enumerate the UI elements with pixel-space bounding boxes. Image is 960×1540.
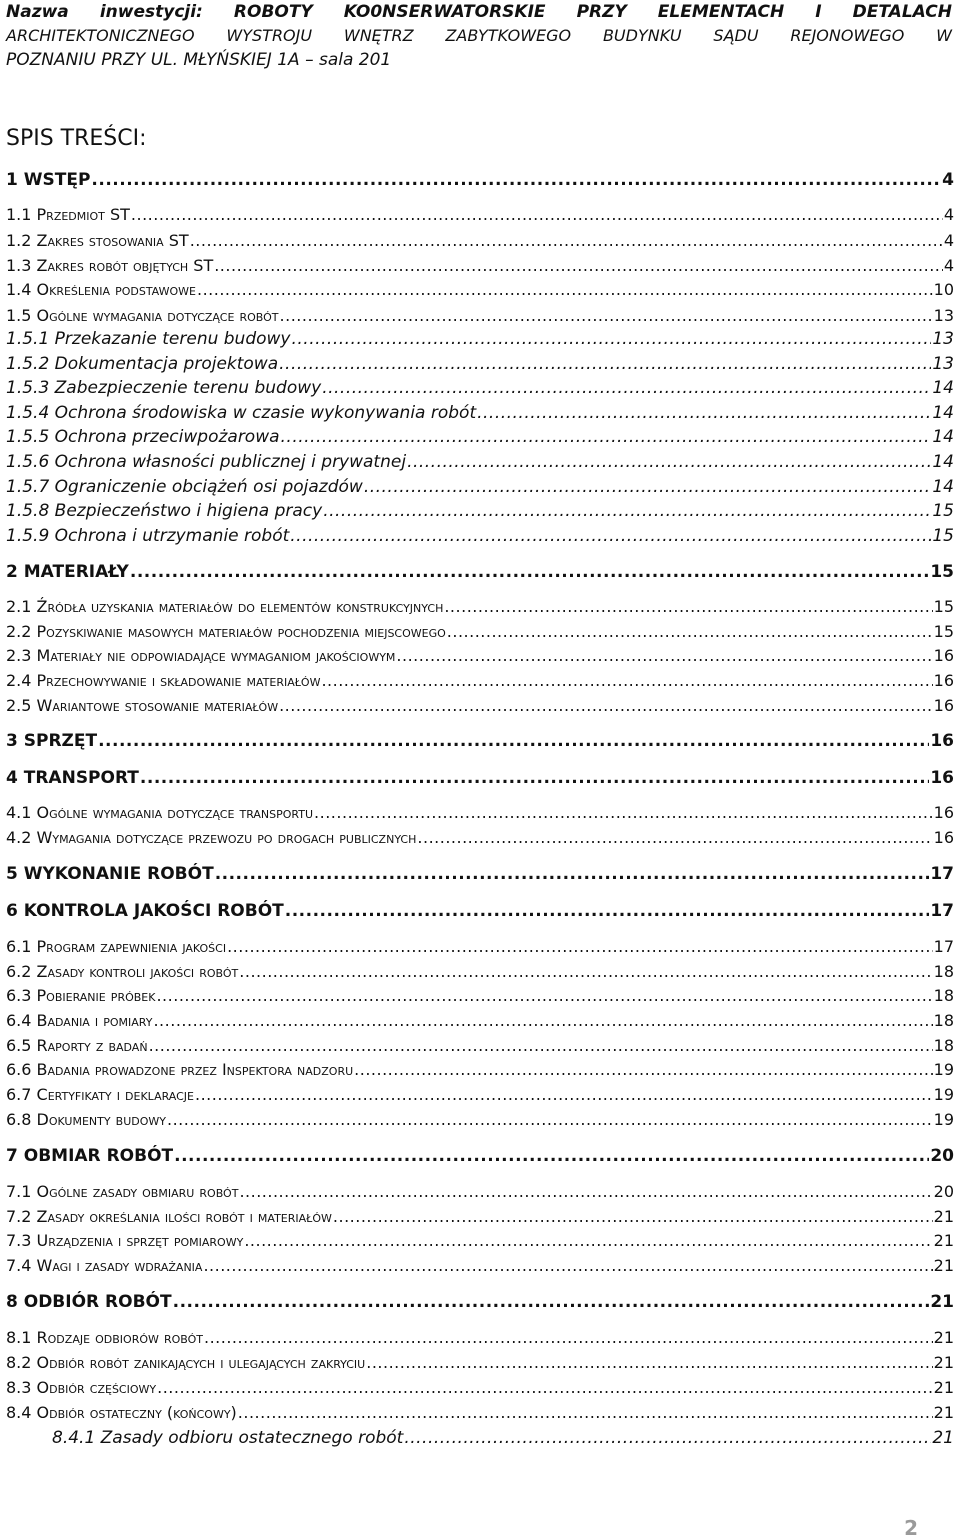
toc-entry-title: 1.5.4 Ochrona środowiska w czasie wykonywania robót: [6, 403, 477, 423]
toc-entry-page: 16: [930, 731, 954, 751]
toc-leader-dots: [447, 622, 933, 641]
toc-entry-title: 6.5 Raporty z badań: [6, 1036, 148, 1055]
toc-entry-title: 1.1 Przedmiot ST: [6, 205, 130, 224]
toc-leader-dots: [214, 256, 943, 275]
toc-leader-dots: [140, 768, 929, 788]
toc-leader-dots: [417, 828, 932, 847]
toc-entry-page: 4: [943, 205, 954, 224]
toc-leader-dots: [167, 1110, 933, 1129]
toc-entry-title: 6.8 Dokumenty budowy: [6, 1110, 166, 1129]
toc-entry-page: 21: [933, 1378, 954, 1397]
toc-leader-dots: [281, 427, 932, 447]
toc-leader-dots: [366, 1353, 932, 1372]
toc-entry-page: 21: [933, 1256, 954, 1275]
toc-leader-dots: [131, 205, 943, 224]
toc-leader-dots: [190, 231, 943, 250]
toc-entry-page: 4: [943, 231, 954, 250]
toc-entry-title: 1.2 Zakres stosowania ST: [6, 231, 189, 250]
toc-entry[interactable]: [6, 901, 954, 921]
toc-entry-title: 7.1 Ogólne zasady obmiaru robót: [6, 1182, 239, 1201]
toc-leader-dots: [173, 1292, 930, 1312]
toc-entry[interactable]: [6, 562, 954, 582]
toc-entry-page: 21: [932, 1428, 954, 1448]
toc-entry-page: 21: [933, 1328, 954, 1347]
toc-entry[interactable]: [6, 280, 954, 299]
toc-entry-page: 4: [943, 256, 954, 275]
toc-entry-title: 7 OBMIAR ROBÓT: [6, 1146, 174, 1166]
header-line-1: Nazwa inwestycji: ROBOTY KO0NSERWATORSKIE PRZY ELEMENTACH I DETALACH: [6, 2, 952, 22]
toc-leader-dots: [98, 731, 929, 751]
toc-entry-title: 7.2 Zasady określania ilości robót i materiałów: [6, 1207, 332, 1226]
toc-leader-dots: [444, 597, 932, 616]
toc-entry[interactable]: [6, 427, 954, 447]
toc-entry[interactable]: [6, 864, 954, 884]
toc-entry[interactable]: [6, 170, 954, 190]
toc-entry[interactable]: [6, 1060, 954, 1079]
header-line-2: ARCHITEKTONICZNEGO WYSTROJU WNĘTRZ ZABYTKOWEGO BUDYNKU SĄDU REJONOWEGO W: [6, 26, 952, 45]
toc-entry-title: 1.3 Zakres robót objętych ST: [6, 256, 214, 275]
toc-entry[interactable]: [6, 986, 954, 1005]
toc-leader-dots: [227, 937, 933, 956]
toc-leader-dots: [333, 1207, 933, 1226]
toc-entry[interactable]: [6, 1292, 954, 1312]
toc-entry-title: 6.1 Program zapewnienia jakości: [6, 937, 227, 956]
toc-entry-title: 4 TRANSPORT: [6, 768, 139, 788]
toc-leader-dots: [323, 501, 931, 521]
toc-leader-dots: [203, 1256, 932, 1275]
toc-entry[interactable]: [6, 1328, 954, 1347]
toc-entry-title: 1 WSTĘP: [6, 170, 91, 190]
toc-leader-dots: [174, 1146, 929, 1166]
toc-entry-page: 20: [933, 1182, 954, 1201]
toc-entry-title: 8.4 Odbiór ostateczny (końcowy): [6, 1403, 237, 1422]
toc-entry-page: 15: [933, 597, 954, 616]
toc-entry[interactable]: [6, 526, 954, 546]
toc-entry[interactable]: [6, 646, 954, 665]
toc-entry[interactable]: [6, 256, 954, 275]
toc-entry-page: 16: [933, 803, 954, 822]
toc-entry-title: 6.2 Zasady kontroli jakości robót: [6, 962, 239, 981]
toc-leader-dots: [290, 526, 931, 546]
toc-leader-dots: [279, 696, 933, 715]
toc-entry-page: 21: [933, 1353, 954, 1372]
toc-entry-title: 1.5.5 Ochrona przeciwpożarowa: [6, 427, 280, 447]
toc-entry[interactable]: [6, 937, 954, 956]
toc-entry[interactable]: [6, 1036, 954, 1055]
toc-entry[interactable]: [6, 329, 954, 349]
toc-leader-dots: [204, 1328, 933, 1347]
toc-entry-page: 16: [933, 696, 954, 715]
toc-entry-page: 14: [932, 403, 954, 423]
toc-entry-title: 4.2 Wymagania dotyczące przewozu po drogach publicznych: [6, 828, 417, 847]
toc-entry[interactable]: [6, 1182, 954, 1201]
toc-entry[interactable]: [6, 231, 954, 250]
toc-entry[interactable]: [6, 828, 954, 847]
toc-entry[interactable]: [6, 1110, 954, 1129]
toc-leader-dots: [244, 1231, 932, 1250]
toc-entry-title: 2.5 Wariantowe stosowanie materiałów: [6, 696, 279, 715]
toc-entry-page: 10: [933, 280, 954, 299]
header-line-3: POZNANIU PRZY UL. MŁYŃSKIEJ 1A – sala 201: [6, 50, 392, 70]
toc-entry-title: 8.2 Odbiór robót zanikających i ulegających zakryciu: [6, 1353, 366, 1372]
toc-entry-title: 1.5.6 Ochrona własności publicznej i prywatnej: [6, 452, 407, 472]
toc-entry[interactable]: [6, 354, 954, 374]
toc-entry-title: 2.1 Źródła uzyskania materiałów do elementów konstrukcyjnych: [6, 597, 444, 616]
toc-entry-title: 2 MATERIAŁY: [6, 562, 129, 582]
toc-entry-title: 1.5.9 Ochrona i utrzymanie robót: [6, 526, 290, 546]
toc-entry-page: 20: [930, 1146, 954, 1166]
toc-entry-title: 2.3 Materiały nie odpowiadające wymaganiom jakościowym: [6, 646, 396, 665]
toc-entry-title: 8.3 Odbiór częściowy: [6, 1378, 157, 1397]
toc-entry-title: 1.5.1 Przekazanie terenu budowy: [6, 329, 291, 349]
toc-entry[interactable]: [6, 452, 954, 472]
toc-leader-dots: [239, 1182, 932, 1201]
toc-entry-page: 18: [933, 1011, 954, 1030]
toc-leader-dots: [285, 901, 930, 921]
toc-entry[interactable]: [6, 768, 954, 788]
toc-entry[interactable]: [6, 622, 954, 641]
toc-entry-title: 1.4 Określenia podstawowe: [6, 280, 196, 299]
toc-entry-title: 7.4 Wagi i zasady wdrażania: [6, 1256, 203, 1275]
toc-entry[interactable]: [6, 962, 954, 981]
toc-entry-title: 6.3 Pobieranie próbek: [6, 986, 156, 1005]
toc-entry[interactable]: [6, 1207, 954, 1226]
document-header: [6, 0, 952, 72]
toc-entry-page: 16: [930, 768, 954, 788]
toc-entry-title: 8.4.1 Zasady odbioru ostatecznego robót: [52, 1428, 404, 1448]
toc-entry-title: 4.1 Ogólne wymagania dotyczące transportu: [6, 803, 314, 822]
toc-leader-dots: [157, 1378, 933, 1397]
toc-entry-page: 19: [933, 1060, 954, 1079]
toc-entry[interactable]: [6, 1256, 954, 1275]
toc-entry-title: 6.4 Badania i pomiary: [6, 1011, 153, 1030]
toc-leader-dots: [215, 864, 930, 884]
toc-entry[interactable]: [6, 205, 954, 224]
toc-entry[interactable]: [6, 1403, 954, 1422]
toc-entry-page: 21: [933, 1207, 954, 1226]
toc-entry-title: 1.5.7 Ograniczenie obciążeń osi pojazdów: [6, 477, 363, 497]
toc-leader-dots: [322, 378, 931, 398]
toc-leader-dots: [404, 1428, 931, 1448]
toc-entry-title: 6.7 Certyfikaty i deklaracje: [6, 1085, 194, 1104]
toc-entry-page: 21: [933, 1231, 954, 1250]
toc-entry-page: 14: [932, 427, 954, 447]
toc-entry[interactable]: [6, 597, 954, 616]
toc-entry-title: 2.2 Pozyskiwanie masowych materiałów pochodzenia miejscowego: [6, 622, 446, 641]
toc-entry[interactable]: [6, 803, 954, 822]
toc-entry-page: 13: [932, 354, 954, 374]
toc-entry-page: 17: [930, 864, 954, 884]
toc-leader-dots: [239, 962, 932, 981]
toc-leader-dots: [279, 354, 931, 374]
toc-leader-dots: [238, 1403, 933, 1422]
toc-entry[interactable]: [6, 696, 954, 715]
toc-leader-dots: [314, 803, 933, 822]
toc-entry[interactable]: [6, 1231, 954, 1250]
toc-entry-page: 18: [933, 1036, 954, 1055]
toc-entry-page: 15: [932, 501, 954, 521]
toc-leader-dots: [407, 452, 931, 472]
toc-leader-dots: [396, 646, 932, 665]
page-number: 2: [904, 1516, 918, 1540]
toc-entry-page: 4: [942, 170, 954, 190]
toc-entry-page: 14: [932, 378, 954, 398]
toc-entry-title: 2.4 Przechowywanie i składowanie materiałów: [6, 671, 321, 690]
toc-entry[interactable]: [6, 1146, 954, 1166]
toc-entry-title: 5 WYKONANIE ROBÓT: [6, 864, 214, 884]
toc-leader-dots: [195, 1085, 933, 1104]
toc-entry-title: 1.5.3 Zabezpieczenie terenu budowy: [6, 378, 322, 398]
toc-entry-title: 8.1 Rodzaje odbiorów robót: [6, 1328, 203, 1347]
toc-entry-page: 15: [933, 622, 954, 641]
toc-entry-page: 13: [932, 329, 954, 349]
toc-entry-page: 14: [932, 477, 954, 497]
toc-entry-title: 6 KONTROLA JAKOŚCI ROBÓT: [6, 901, 284, 921]
toc-entry-page: 16: [933, 646, 954, 665]
toc-entry-page: 19: [933, 1085, 954, 1104]
toc-entry-page: 18: [933, 986, 954, 1005]
toc-entry[interactable]: [6, 1011, 954, 1030]
toc-leader-dots: [364, 477, 932, 497]
toc-entry-title: 3 SPRZĘT: [6, 731, 98, 751]
toc-leader-dots: [477, 403, 931, 423]
toc-entry-page: 13: [933, 306, 954, 325]
toc-entry-page: 17: [933, 937, 954, 956]
toc-entry-page: 15: [930, 562, 954, 582]
toc-entry-page: 21: [933, 1403, 954, 1422]
toc-entry-title: 1.5 Ogólne wymagania dotyczące robót: [6, 306, 279, 325]
toc-entry-page: 16: [933, 671, 954, 690]
toc-entry-page: 19: [933, 1110, 954, 1129]
toc-entry[interactable]: [6, 477, 954, 497]
toc-entry[interactable]: [6, 501, 954, 521]
toc-leader-dots: [280, 306, 933, 325]
toc-leader-dots: [354, 1060, 933, 1079]
toc-title: SPIS TREŚCI:: [6, 126, 147, 151]
toc-entry-title: 1.5.2 Dokumentacja projektowa: [6, 354, 279, 374]
toc-leader-dots: [149, 1036, 933, 1055]
toc-entry-title: 6.6 Badania prowadzone przez Inspektora nadzoru: [6, 1060, 354, 1079]
toc-entry-title: 7.3 Urządzenia i sprzęt pomiarowy: [6, 1231, 244, 1250]
toc-entry[interactable]: [6, 1378, 954, 1397]
toc-entry-page: 21: [930, 1292, 954, 1312]
toc-entry[interactable]: [6, 731, 954, 751]
toc-entry[interactable]: [6, 671, 954, 690]
toc-entry-page: 17: [930, 901, 954, 921]
toc-entry[interactable]: [6, 403, 954, 423]
toc-leader-dots: [197, 280, 933, 299]
toc-entry[interactable]: [6, 1428, 954, 1448]
toc-entry-page: 15: [932, 526, 954, 546]
toc-entry-page: 14: [932, 452, 954, 472]
toc-leader-dots: [91, 170, 941, 190]
toc-leader-dots: [156, 986, 932, 1005]
toc-entry[interactable]: [6, 378, 954, 398]
toc-entry-title: 1.5.8 Bezpieczeństwo i higiena pracy: [6, 501, 323, 521]
toc-leader-dots: [130, 562, 929, 582]
toc-leader-dots: [292, 329, 932, 349]
toc-entry-title: 8 ODBIÓR ROBÓT: [6, 1292, 172, 1312]
toc-entry-page: 18: [933, 962, 954, 981]
toc-entry-page: 16: [933, 828, 954, 847]
toc-entry[interactable]: [6, 1085, 954, 1104]
toc-entry[interactable]: [6, 1353, 954, 1372]
toc-leader-dots: [153, 1011, 932, 1030]
toc-entry[interactable]: [6, 306, 954, 325]
toc-leader-dots: [321, 671, 932, 690]
